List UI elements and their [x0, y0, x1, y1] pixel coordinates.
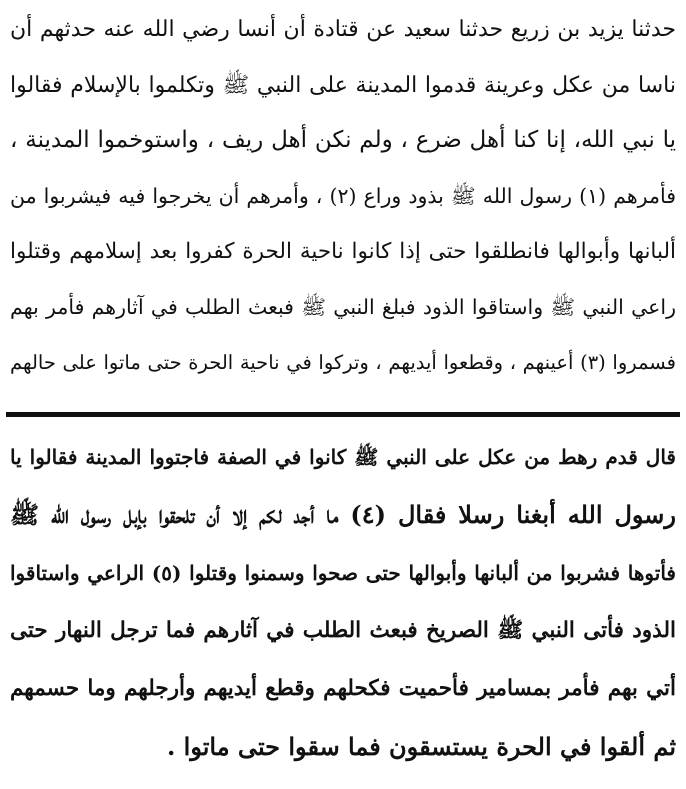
text-line: يا نبي الله، إنا كنا أهل ضرع ، ولم نكن أهل ريف ، واستوخموا المدينة ،: [10, 127, 676, 153]
section-divider: [6, 412, 680, 417]
text-line: أتي بهم فأمر بمسامير فأحميت فكحلهم وقطع أيديهم وأرجلهم وما حسمهم: [10, 676, 676, 701]
text-line: ألبانها وأبوالها فانطلقوا حتى إذا كانوا ناحية الحرة كفروا بعد إسلامهم وقتلوا: [10, 239, 676, 264]
text-line: فسمروا (٣) أعينهم ، وقطعوا أيديهم ، وتركوا في ناحية الحرة حتى ماتوا على حالهم: [10, 351, 676, 374]
text-line: الذود فأتى النبي ﷺ الصريخ فبعث الطلب في آثارهم فما ترجل النهار حتى: [10, 618, 676, 643]
text-line: حدثنا يزيد بن زريع حدثنا سعيد عن قتادة أن أنسا رضي الله عنه حدثهم أن: [10, 17, 676, 42]
hadith-text-lower: [10, 428, 676, 776]
hadith-text-upper: [10, 2, 676, 391]
text-line: فأتوها فشربوا من ألبانها وأبوالها حتى صحوا وسمنوا وقتلوا (٥) الراعي واستاقوا: [10, 561, 676, 585]
text-line: ثم ألقوا في الحرة يستسقون فما سقوا حتى ماتوا .: [166, 732, 676, 761]
text-line: فأمرهم (١) رسول الله ﷺ بذود وراع (٢) ، وأمرهم أن يخرجوا فيه فيشربوا من: [10, 183, 676, 208]
text-line: راعي النبي ﷺ واستاقوا الذود فبلغ النبي ﷺ فبعث الطلب في آثارهم فأمر بهم: [10, 294, 676, 319]
text-line: ناسا من عكل وعرينة قدموا المدينة على النبي ﷺ وتكلموا بالإسلام فقالوا: [10, 72, 676, 98]
text-line: رسول الله أبغنا رسلا فقال (٤) ما أجد لكم إلا أن تلحقوا بإبل رسول الله ﷺ: [10, 500, 676, 529]
text-line: قال قدم رهط من عكل على النبي ﷺ كانوا في الصفة فاجتووا المدينة فقالوا يا: [10, 445, 676, 469]
